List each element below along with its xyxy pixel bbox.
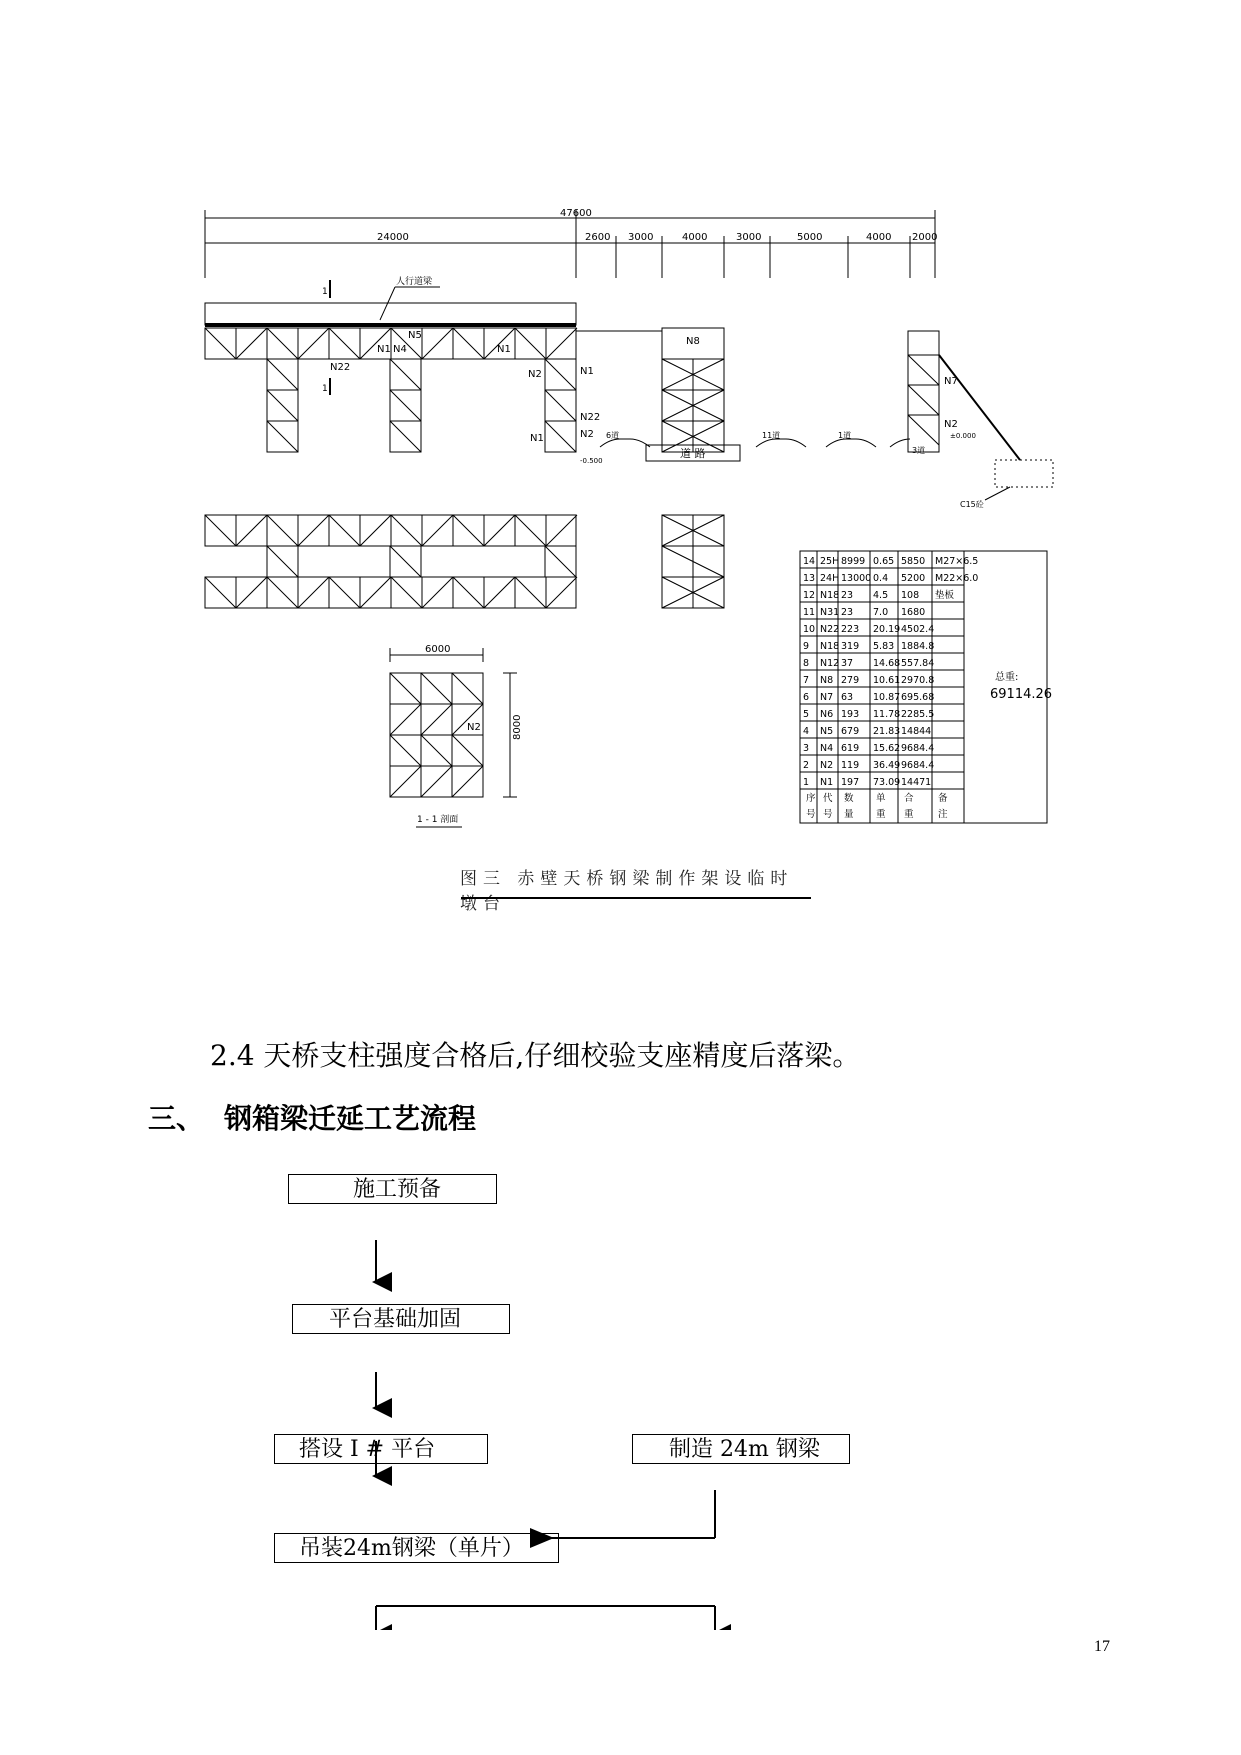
table-cell: 223 (841, 624, 860, 635)
elev-zero: ±0.000 (950, 432, 976, 440)
flowchart-arrows (0, 1150, 1241, 1630)
table-cell: 4 (803, 726, 810, 737)
lane-3: 3道 (912, 446, 926, 455)
label-n4: N4 (393, 344, 407, 355)
table-cell: N7 (820, 692, 834, 703)
table-cell: 557.84 (901, 658, 935, 669)
dim-4000a: 4000 (682, 232, 708, 243)
table-header-cell: 数 (844, 793, 854, 804)
total-weight-value: 69114.26 (990, 687, 1053, 702)
table-cell: 8 (803, 658, 810, 669)
table-cell: 36.49 (873, 760, 901, 771)
table-cell: 9684.4 (901, 760, 935, 771)
table-cell: 1 (803, 777, 810, 788)
table-cell: 10 (803, 624, 816, 635)
table-cell: 0.4 (873, 573, 889, 584)
table-cell: 4.5 (873, 590, 889, 601)
table-header-cell: 重 (876, 809, 886, 820)
section-title: 1 - 1 剖面 (417, 815, 459, 825)
lane-6: 6道 (606, 431, 620, 440)
table-cell: N5 (820, 726, 834, 737)
table-header-cell: 备 (938, 793, 948, 804)
table-header-cell: 重 (904, 809, 914, 820)
table-cell: 5 (803, 709, 810, 720)
table-cell: 193 (841, 709, 860, 720)
table-cell: N6 (820, 709, 834, 720)
section-n2: N2 (467, 722, 481, 733)
table-cell: 25H (820, 556, 840, 567)
table-cell: 4502.4 (901, 624, 935, 635)
table-cell: 2 (803, 760, 810, 771)
table-cell: 5850 (901, 556, 926, 567)
table-cell: 9684.4 (901, 743, 935, 754)
table-cell: 10.87 (873, 692, 901, 703)
table-cell: 15.62 (873, 743, 901, 754)
section-heading (148, 1097, 476, 1137)
dim-24000: 24000 (377, 232, 409, 243)
table-cell: 695.68 (901, 692, 935, 703)
table-cell: 12 (803, 590, 816, 601)
flow-step-fabricate-beam: 制造 24m 钢梁 (632, 1434, 850, 1464)
table-cell: 63 (841, 692, 854, 703)
table-cell: 37 (841, 658, 854, 669)
table-cell: 11.78 (873, 709, 901, 720)
heading-number: 三、 (148, 1102, 205, 1135)
table-cell: 23 (841, 590, 854, 601)
table-cell: 5200 (901, 573, 926, 584)
section-mark-top: 1 (322, 287, 328, 297)
table-cell: 23 (841, 607, 854, 618)
table-header-cell: 号 (806, 809, 816, 820)
table-cell: 9 (803, 641, 810, 652)
label-n1-c: N1 (580, 366, 594, 377)
dim-4000b: 4000 (866, 232, 892, 243)
flow-step-build-platform: 搭设 I # 平台 (274, 1434, 488, 1464)
table-cell: 14844 (901, 726, 932, 737)
label-n2-a: N2 (528, 369, 542, 380)
table-cell: N8 (820, 675, 834, 686)
table-cell: 197 (841, 777, 860, 788)
label-n1-d: N1 (530, 433, 544, 444)
table-cell: 24H (820, 573, 840, 584)
label-n1-b: N1 (497, 344, 511, 355)
paragraph-2-4: 2.4 天桥支柱强度合格后,仔细校验支座精度后落梁。 (210, 1039, 861, 1072)
table-cell: M27×6.5 (935, 556, 979, 567)
table-cell: N2 (820, 760, 834, 771)
dim-3000b: 3000 (736, 232, 762, 243)
total-weight-label: 总重: (995, 672, 1019, 683)
elev-minus: -0.500 (580, 457, 603, 465)
table-cell: 11 (803, 607, 816, 618)
table-cell: M22×6.0 (935, 573, 979, 584)
label-n5: N5 (408, 330, 422, 341)
table-cell: 279 (841, 675, 860, 686)
lane-11: 11道 (762, 431, 781, 440)
heading-title: 钢箱梁迁延工艺流程 (224, 1102, 477, 1135)
table-cell: N4 (820, 743, 834, 754)
table-header-cell: 代 (823, 793, 833, 804)
table-cell: 20.19 (873, 624, 901, 635)
table-cell: 14 (803, 556, 816, 567)
table-header-cell: 量 (844, 809, 854, 820)
section-width: 6000 (425, 644, 451, 655)
c15-label: C15砼 (960, 500, 984, 509)
flow-step-prepare: 施工预备 (288, 1174, 497, 1204)
label-n2-b: N2 (580, 429, 594, 440)
table-cell: 14.68 (873, 658, 901, 669)
table-cell: N1 (820, 777, 834, 788)
table-cell: N22 (820, 624, 840, 635)
table-cell: 0.65 (873, 556, 895, 567)
label-n1-a: N1 (377, 344, 391, 355)
dim-3000a: 3000 (628, 232, 654, 243)
label-n2-c: N2 (944, 419, 958, 430)
table-cell: 8999 (841, 556, 866, 567)
label-n22-b: N22 (580, 412, 601, 423)
table-header-cell: 单 (876, 793, 886, 804)
table-header-cell: 号 (823, 809, 833, 820)
table-cell: 5.83 (873, 641, 895, 652)
flow-step-reinforce: 平台基础加固 (292, 1304, 510, 1334)
table-cell: 108 (901, 590, 920, 601)
dim-5000: 5000 (797, 232, 823, 243)
table-cell: 2285.5 (901, 709, 935, 720)
label-n8: N8 (686, 336, 700, 347)
table-cell: 319 (841, 641, 860, 652)
table-cell: 7 (803, 675, 810, 686)
label-n22-a: N22 (330, 362, 351, 373)
dim-2600: 2600 (585, 232, 611, 243)
table-cell: 7.0 (873, 607, 889, 618)
table-cell: 21.83 (873, 726, 901, 737)
caption-underline (461, 897, 811, 899)
label-n7: N7 (944, 376, 958, 387)
table-header-cell: 合 (904, 793, 914, 804)
dim-total: 47600 (560, 208, 592, 219)
flow-step-lift-beam: 吊装24m钢梁（单片） (274, 1533, 559, 1563)
table-cell: N18 (820, 641, 840, 652)
table-cell: N18 (820, 590, 840, 601)
table-header-cell: 序 (806, 793, 816, 804)
section-height: 8000 (512, 714, 523, 740)
lane-1: 1道 (838, 431, 852, 440)
table-cell: 13 (803, 573, 816, 584)
road-label: 道 路 (680, 447, 706, 460)
table-header-cell: 注 (938, 809, 948, 820)
table-cell: 3 (803, 743, 810, 754)
table-cell: 14471 (901, 777, 932, 788)
table-cell: 619 (841, 743, 860, 754)
table-cell: 13000 (841, 573, 872, 584)
dim-2000: 2000 (912, 232, 938, 243)
table-cell: N12 (820, 658, 840, 669)
table-cell: 垫板 (935, 590, 955, 601)
table-cell: 10.61 (873, 675, 901, 686)
table-cell: 119 (841, 760, 860, 771)
walkway-label: 人行道梁 (396, 277, 433, 287)
section-mark-bottom: 1 (322, 384, 328, 394)
table-cell: 2970.8 (901, 675, 935, 686)
table-cell: 1884.8 (901, 641, 935, 652)
table-cell: 73.09 (873, 777, 901, 788)
table-cell: 6 (803, 692, 810, 703)
table-cell: 1680 (901, 607, 926, 618)
page-number: 17 (1094, 1638, 1110, 1655)
table-cell: 679 (841, 726, 860, 737)
figure-caption: 图三 赤壁天桥钢梁制作架设临时墩台 (460, 869, 794, 914)
table-cell: N31 (820, 607, 840, 618)
